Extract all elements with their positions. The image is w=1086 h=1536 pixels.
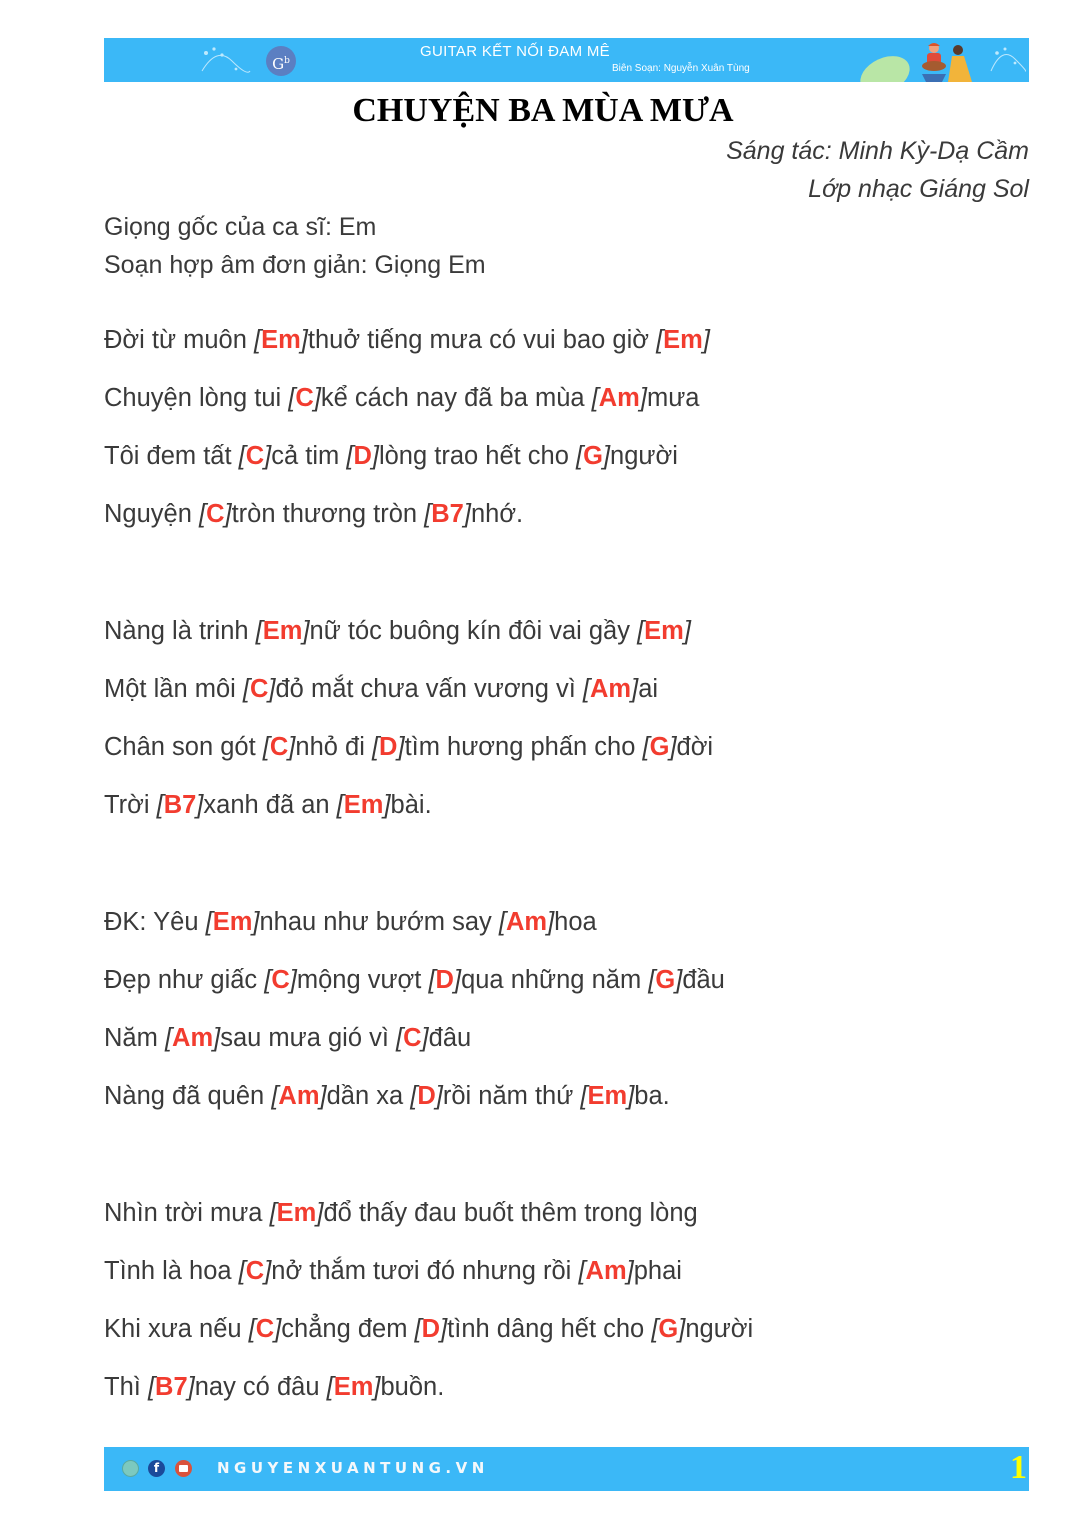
lyric-line (104, 908, 597, 937)
chord-bracket: [ (346, 442, 354, 470)
chord: D (435, 966, 454, 994)
chord-bracket: [ (248, 1315, 256, 1343)
chord-bracket: ] (627, 1082, 635, 1110)
chord-bracket: [ (498, 908, 506, 936)
lyric-text: Đẹp như giấc (104, 966, 265, 994)
lyric-text: Nguyện (104, 500, 199, 528)
chord-bracket: ] (683, 617, 691, 645)
lyric-text: đổ thấy đau buốt thêm trong lòng (323, 1199, 698, 1227)
class-credit: Lớp nhạc Giáng Sol (808, 175, 1029, 203)
lyric-text: lòng trao hết cho (378, 442, 577, 470)
chord-bracket: ] (319, 1082, 327, 1110)
lyric-text: Trời (104, 791, 157, 819)
decorative-blob (854, 49, 915, 82)
lyric-text: Khi xưa nếu (104, 1315, 249, 1343)
arranged-key: Soạn hợp âm đơn giản: Giọng Em (104, 251, 486, 279)
lyric-text: nở thắm tươi đó nhưng rồi (271, 1257, 579, 1285)
chord-bracket: [ (637, 617, 645, 645)
lyric-text: Tôi đem tất (104, 442, 239, 470)
facebook-icon[interactable]: f (148, 1460, 165, 1477)
lyric-text: đâu (428, 1024, 472, 1052)
lyric-text: tình dâng hết cho (447, 1315, 652, 1343)
lyric-line (104, 442, 678, 471)
lyric-text: nhớ. (470, 500, 524, 528)
lyric-text: sau mưa gió vì (220, 1024, 397, 1052)
globe-icon[interactable] (122, 1460, 139, 1477)
chord-bracket: ] (264, 1257, 272, 1285)
chord-bracket: ] (316, 1199, 324, 1227)
lyric-line (104, 1199, 698, 1228)
composer-credit: Sáng tác: Minh Kỳ-Dạ Cầm (726, 137, 1029, 165)
banner-title: GUITAR KẾT NỐI ĐAM MÊ (420, 43, 610, 60)
original-key: Giọng gốc của ca sĩ: Em (104, 213, 377, 241)
chord-bracket: [ (578, 1257, 586, 1285)
chord-bracket: [ (288, 384, 296, 412)
chord-bracket: ] (639, 384, 647, 412)
chord: Am (598, 384, 640, 412)
chord-bracket: [ (396, 1024, 404, 1052)
banner-subtitle: Biên Soạn: Nguyễn Xuân Tùng (612, 63, 750, 74)
chord-bracket: ] (678, 1315, 686, 1343)
chord-bracket: ] (373, 1373, 381, 1401)
chord-bracket: ] (302, 617, 310, 645)
chord: G (649, 733, 670, 761)
lyric-text: Chuyện lòng tui (104, 384, 289, 412)
chord-bracket: [ (576, 442, 584, 470)
chord: C (403, 1024, 422, 1052)
lyric-text: Thì (104, 1373, 148, 1401)
lyric-line (104, 1373, 444, 1402)
header-banner (104, 38, 1029, 82)
chord-bracket: [ (371, 733, 380, 761)
chord: D (417, 1082, 436, 1110)
chord-bracket: [ (242, 675, 250, 703)
youtube-icon[interactable] (175, 1460, 192, 1477)
chord: B7 (163, 791, 197, 819)
chord-bracket: [ (651, 1315, 659, 1343)
lyric-line (104, 617, 691, 646)
chord: Em (261, 326, 301, 354)
lyric-text: ba. (634, 1082, 670, 1110)
lyric-text: kể cách nay đã ba mùa (320, 384, 592, 412)
chord-bracket: [ (656, 326, 664, 354)
lyric-text: hoa (554, 908, 597, 936)
lyric-text: Một lần môi (104, 675, 243, 703)
chord-bracket: [ (582, 675, 591, 703)
chord: Em (276, 1199, 317, 1227)
chord-bracket: ] (371, 442, 379, 470)
chord-bracket: [ (147, 1373, 156, 1401)
chord: Am (590, 675, 632, 703)
chord-bracket: [ (262, 733, 270, 761)
lyric-line (104, 1315, 753, 1344)
chord: Am (278, 1082, 320, 1110)
chord-bracket: ] (440, 1315, 448, 1343)
lyric-text: thuở tiếng mưa có vui bao giờ (307, 326, 657, 354)
music-notes-icon (192, 41, 252, 79)
chord-bracket: ] (313, 384, 321, 412)
chord: C (295, 384, 314, 412)
lyric-text: Nàng là trinh (104, 617, 256, 645)
chord-bracket: [ (238, 442, 246, 470)
lyric-text: Nhìn trời mưa (104, 1199, 270, 1227)
chord-bracket: [ (198, 500, 207, 528)
chord: C (245, 442, 265, 470)
chord-bracket: ] (669, 733, 677, 761)
lyric-text: Tình là hoa (104, 1257, 239, 1285)
chord: D (421, 1315, 441, 1343)
chord-bracket: [ (336, 791, 344, 819)
lyric-text: mưa (646, 384, 700, 412)
chord: C (269, 733, 289, 761)
chord-bracket: ] (421, 1024, 429, 1052)
chord: G (658, 1315, 679, 1343)
chord-bracket: ] (289, 966, 297, 994)
lyric-text: người (610, 442, 678, 470)
chord-bracket: [ (271, 1082, 279, 1110)
lyric-text: nay có đâu (194, 1373, 327, 1401)
chord: Em (212, 908, 253, 936)
chord: D (379, 733, 398, 761)
chord-bracket: ] (547, 908, 555, 936)
lyric-text: cả tim (271, 442, 347, 470)
lyric-text: bài. (390, 791, 432, 819)
lyric-line (104, 791, 432, 820)
chord: C (271, 966, 290, 994)
chord-bracket: ] (213, 1024, 221, 1052)
chord-bracket: ] (252, 908, 260, 936)
chord-bracket: [ (156, 791, 164, 819)
chord-bracket: [ (238, 1257, 246, 1285)
chord: B7 (155, 1373, 188, 1401)
lyric-text: đầu (682, 966, 725, 994)
chord: Am (505, 908, 548, 936)
lyric-text: rồi năm thứ (442, 1082, 581, 1110)
chord: D (353, 442, 372, 470)
lyric-line (104, 966, 725, 995)
lyric-text: buồn. (380, 1373, 445, 1401)
chord: Em (587, 1082, 628, 1110)
chord: C (255, 1315, 275, 1343)
chord-bracket: [ (580, 1082, 588, 1110)
lyric-text: qua những năm (461, 966, 649, 994)
lyric-line (104, 733, 713, 762)
chord-bracket: ] (268, 675, 276, 703)
lyric-line (104, 326, 710, 355)
lyric-text: dần xa (326, 1082, 411, 1110)
lyric-text: Năm (104, 1024, 165, 1052)
lyric-line (104, 1082, 670, 1111)
guitar-couple-illustration-icon (912, 40, 982, 82)
chord-bracket: [ (254, 326, 262, 354)
lyric-text: mộng vượt (296, 966, 429, 994)
chord-bracket: ] (224, 500, 232, 528)
chord-bracket: ] (288, 733, 296, 761)
chord-bracket: [ (326, 1373, 334, 1401)
chord-bracket: ] (264, 442, 272, 470)
chord-bracket: [ (591, 384, 599, 412)
chord-bracket: ] (274, 1315, 282, 1343)
chord-bracket: ] (435, 1082, 443, 1110)
chord: G (583, 442, 603, 470)
chord-bracket: [ (414, 1315, 422, 1343)
lyric-text: tròn thương tròn (231, 500, 425, 528)
chord: Em (663, 326, 703, 354)
lyric-line (104, 500, 523, 529)
chord-bracket: ] (196, 791, 204, 819)
chord-bracket: ] (187, 1373, 195, 1401)
lyric-text: đời (676, 733, 714, 761)
lyric-text: tìm hương phấn cho (404, 733, 643, 761)
chord: C (206, 500, 225, 528)
chord-bracket: [ (428, 966, 436, 994)
chord-bracket: ] (397, 733, 405, 761)
chord: Em (333, 1373, 374, 1401)
website-link[interactable]: NGUYENXUANTUNG.VN (217, 1459, 489, 1477)
chord-bracket: [ (269, 1199, 277, 1227)
page-number: 1 (1010, 1449, 1027, 1486)
lyric-text: Nàng đã quên (104, 1082, 272, 1110)
chord-bracket: ] (463, 500, 471, 528)
chord-bracket: [ (205, 908, 213, 936)
chord: B7 (431, 500, 464, 528)
song-title: CHUYỆN BA MÙA MƯA (352, 92, 734, 129)
chord-bracket: ] (702, 326, 710, 354)
logo-icon: $G^b$ (266, 46, 296, 76)
lyric-text: Chân son gót (104, 733, 263, 761)
chord-bracket: ] (631, 675, 639, 703)
chord-bracket: [ (264, 966, 272, 994)
lyric-text: phai (633, 1257, 682, 1285)
chord-bracket: [ (642, 733, 650, 761)
chord-bracket: ] (675, 966, 683, 994)
lyric-text: nhỏ đi (295, 733, 372, 761)
lyric-text: người (685, 1315, 754, 1343)
chord: C (249, 675, 269, 703)
lyric-line (104, 384, 699, 413)
music-notes-icon (987, 41, 1027, 79)
chord-bracket: ] (626, 1257, 634, 1285)
chord-bracket: [ (255, 617, 263, 645)
chord-bracket: ] (300, 326, 308, 354)
chord: Am (172, 1024, 214, 1052)
lyric-text: ĐK: Yêu (104, 908, 206, 936)
chord: C (245, 1257, 265, 1285)
lyric-text: đỏ mắt chưa vấn vương vì (275, 675, 583, 703)
chord-bracket: ] (602, 442, 611, 470)
chord-bracket: ] (453, 966, 462, 994)
chord: Am (585, 1257, 627, 1285)
chord: Em (262, 617, 303, 645)
chord: Em (644, 617, 684, 645)
chord-bracket: [ (410, 1082, 418, 1110)
chord-bracket: [ (648, 966, 656, 994)
lyric-line (104, 675, 658, 704)
footer-bar (104, 1447, 1029, 1491)
chord-bracket: [ (424, 500, 432, 528)
lyric-text: Đời từ muôn (104, 326, 254, 354)
chord-bracket: [ (164, 1024, 173, 1052)
chord: Em (343, 791, 384, 819)
lyric-text: nhau như bướm say (259, 908, 499, 936)
chord: G (655, 966, 676, 994)
lyric-line (104, 1257, 682, 1286)
lyric-text: nữ tóc buông kín đôi vai gầy (309, 617, 638, 645)
lyric-text: xanh đã an (203, 791, 337, 819)
lyric-text: ai (638, 675, 659, 703)
chord-bracket: ] (383, 791, 391, 819)
lyric-text: chẳng đem (281, 1315, 415, 1343)
lyric-line (104, 1024, 471, 1053)
